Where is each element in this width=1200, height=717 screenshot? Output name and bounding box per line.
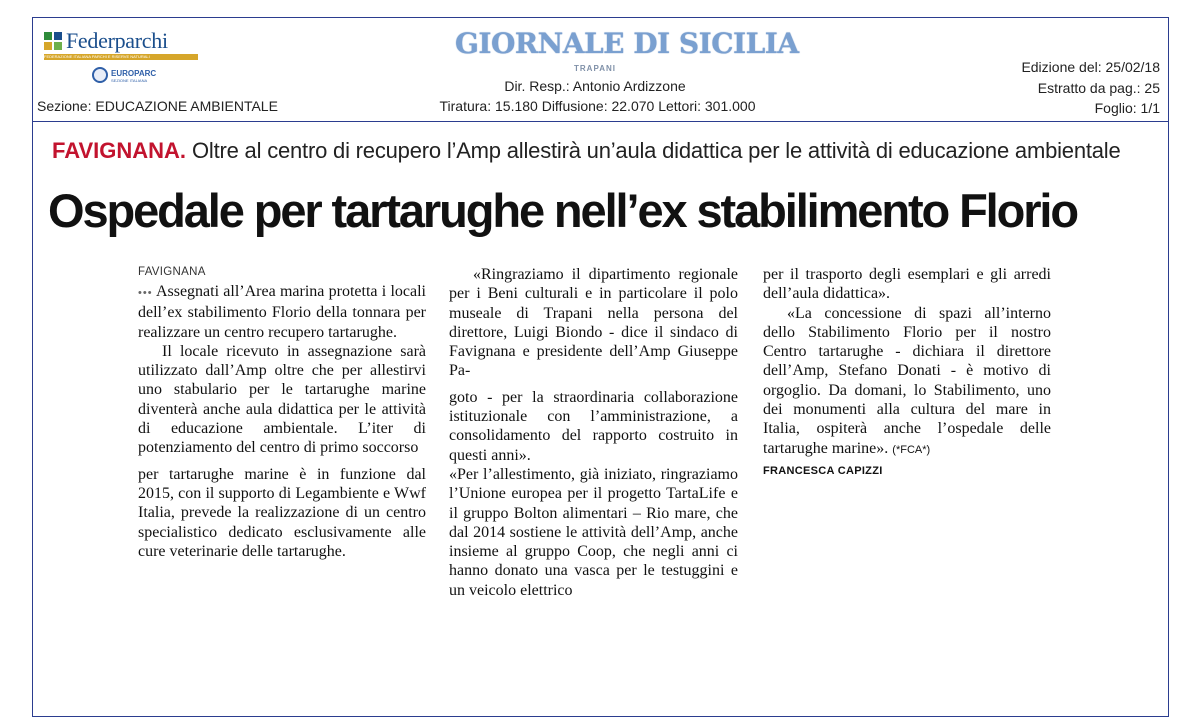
kicker-place: FAVIGNANA. xyxy=(52,138,187,163)
header-divider xyxy=(32,121,1169,122)
article-column-2 xyxy=(449,265,738,600)
article-kicker xyxy=(52,138,1121,164)
europarc-name: EUROPARC xyxy=(111,69,157,78)
article-column-3 xyxy=(763,265,1051,481)
article-headline: Ospedale per tartarughe nell’ex stabilimento Florio xyxy=(48,184,1078,237)
federparchi-mark-icon xyxy=(44,32,62,50)
paragraph: Il locale ricevuto in assegnazione sarà utilizzato dall’Amp oltre che per allestirvi uno stabulario per le tartarughe marine diventerà anche aula didattica per le attività di educazione ambientale. L’iter di potenziamento del centro di primo soccorso xyxy=(138,342,426,457)
paragraph: ••• Assegnati all’Area marina protetta i locali dell’ex stabilimento Florio della tonnara per realizzare un centro recupero tartarughe. xyxy=(138,283,426,341)
editor-in-chief: Dir. Resp.: Antonio Ardizzone xyxy=(504,78,686,94)
paragraph: goto - per la straordinaria collaborazione istituzionale con l’amministrazione, a consolidamento del rapporto costruito in questi anni». xyxy=(449,388,738,464)
edition-date: Edizione del: 25/02/18 xyxy=(1021,59,1160,75)
europarc-circle-icon xyxy=(92,67,108,83)
article-column-1 xyxy=(138,265,426,561)
paragraph: «La concessione di spazi all’interno dello Stabilimento Florio per il nostro Centro tartarughe - dichiara il direttore dell’Amp, Stefano Donati - è motivo di orgoglio. Da domani, lo Stabilimento, uno dei monumenti alla cultura del mare in Italia, ospiterà anche l’ospedale delle tartarughe marine». (*FCA*) xyxy=(763,304,1051,457)
circulation-stats: Tiratura: 15.180 Diffusione: 22.070 Lettori: 301.000 xyxy=(439,98,756,114)
paragraph: per il trasporto degli esemplari e gli arredi dell’aula didattica». xyxy=(763,266,1051,303)
spacer xyxy=(449,381,738,388)
masthead-edition: TRAPANI xyxy=(574,64,616,73)
newspaper-masthead: GIORNALE DI SICILIA xyxy=(455,27,799,60)
extract-page: Estratto da pag.: 25 xyxy=(1037,79,1160,96)
sheet-count: Foglio: 1/1 xyxy=(1094,100,1160,116)
edition-info xyxy=(1021,57,1160,119)
author-initials: (*FCA*) xyxy=(892,443,931,456)
bullet-marks: ••• xyxy=(138,287,153,299)
section-label: Sezione: EDUCAZIONE AMBIENTALE xyxy=(37,98,278,114)
spacer xyxy=(138,458,426,465)
dateline: FAVIGNANA xyxy=(138,266,206,278)
byline: FRANCESCA CAPIZZI xyxy=(763,464,883,477)
europarc-subtitle: SEZIONE ITALIANA xyxy=(111,78,148,83)
paragraph: per tartarughe marine è in funzione dal 2015, con il supporto di Legambiente e Wwf Italia, prevede la realizzazione di un centro specialistico dedicato esclusivamente alle cure veterinarie delle tartarughe. xyxy=(138,465,426,560)
paragraph: «Per l’allestimento, già iniziato, ringraziamo l’Unione europea per il progetto TartaLife e il gruppo Bolton alimentari – Rio mare, che dal 2014 sostiene le attività dell’Amp, anche insieme al gruppo Coop, che negli anni ci hanno donato una vasca per le testuggini e un veicolo elettrico xyxy=(449,465,738,599)
federparchi-tagline: FEDERAZIONE ITALIANA PARCHI E RISERVE NATURALI xyxy=(44,54,198,60)
federparchi-name: Federparchi xyxy=(66,28,168,53)
paragraph: «Ringraziamo il dipartimento regionale per i Beni culturali e in particolare il polo museale di Trapani nella persona del direttore, Luigi Biondo - dice il sindaco di Favignana e presidente dell’Amp Giuseppe Pa- xyxy=(449,266,738,380)
kicker-text: Oltre al centro di recupero l’Amp allestirà un’aula didattica per le attività di educazione ambientale xyxy=(191,138,1121,163)
